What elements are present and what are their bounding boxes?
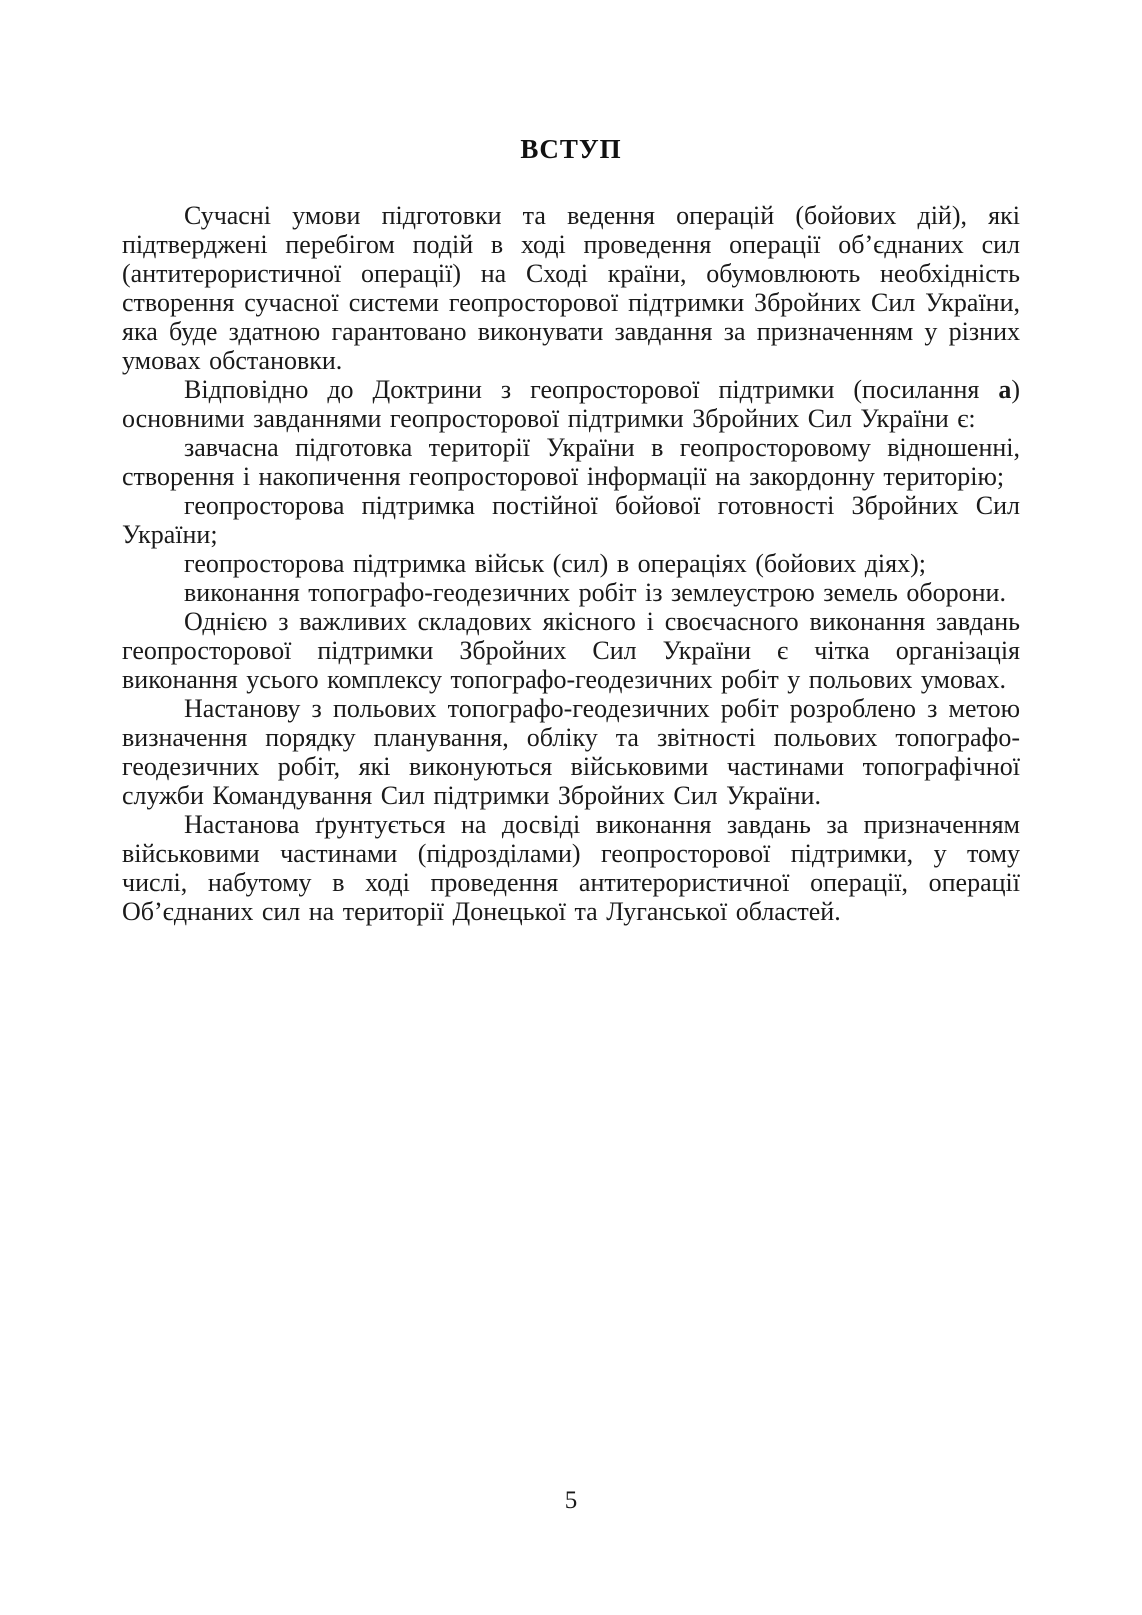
paragraph-task-preparation: завчасна підготовка території України в геопросторовому відношенні, створення і накопичення геопросторової інформації на закордонну територію; (122, 433, 1020, 491)
paragraph-task-operations: геопросторова підтримка військ (сил) в операціях (бойових діях); (184, 549, 926, 578)
page-number: 5 (564, 1487, 578, 1514)
paragraph-experience: Настанова ґрунтується на досвіді виконання завдань за призначенням військовими частинами (підрозділами) геопросторової підтримки, у тому числі, набутому в ході проведення антитерористичної операції, операції Об’єднаних сил на території Донецької та Луганської областей. (122, 810, 1020, 926)
page-title: ВСТУП (520, 134, 622, 164)
paragraph-doctrine (122, 375, 1020, 433)
paragraph-intro: Сучасні умови підготовки та ведення операцій (бойових дій), які підтверджені перебігом подій в ході проведення операції об’єднаних сил (антитерористичної операції) на Сході країни, обумовлюють необхідність створення сучасної системи геопросторової підтримки Збройних Сил України, яка буде здатною гарантовано виконувати завдання за призначенням у різних умовах обстановки. (122, 201, 1020, 375)
paragraph-doctrine-before: Відповідно до Доктрини з геопросторової підтримки (посилання (184, 375, 999, 404)
paragraph-organization: Однією з важливих складових якісного і своєчасного виконання завдань геопросторової підтримки Збройних Сил України є чітка організація виконання усього комплексу топографо-геодезичних робіт у польових умовах. (122, 607, 1020, 694)
paragraph-purpose: Настанову з польових топографо-геодезичних робіт розроблено з метою визначення порядку планування, обліку та звітності польових топографо-геодезичних робіт, які виконуються військовими частинами топографічної служби Командування Сил підтримки Збройних Сил України. (122, 694, 1020, 810)
reference-letter-bold: а (998, 375, 1012, 404)
paragraph-doctrine-after: ) основними завданнями геопросторової підтримки Збройних Сил України є: (122, 375, 1020, 433)
body-text (122, 201, 1020, 926)
paragraph-task-geodesy: виконання топографо-геодезичних робіт із землеустрою земель оборони. (184, 578, 1006, 607)
document-content (122, 134, 1020, 926)
paragraph-task-readiness: геопросторова підтримка постійної бойової готовності Збройних Сил України; (122, 491, 1020, 549)
